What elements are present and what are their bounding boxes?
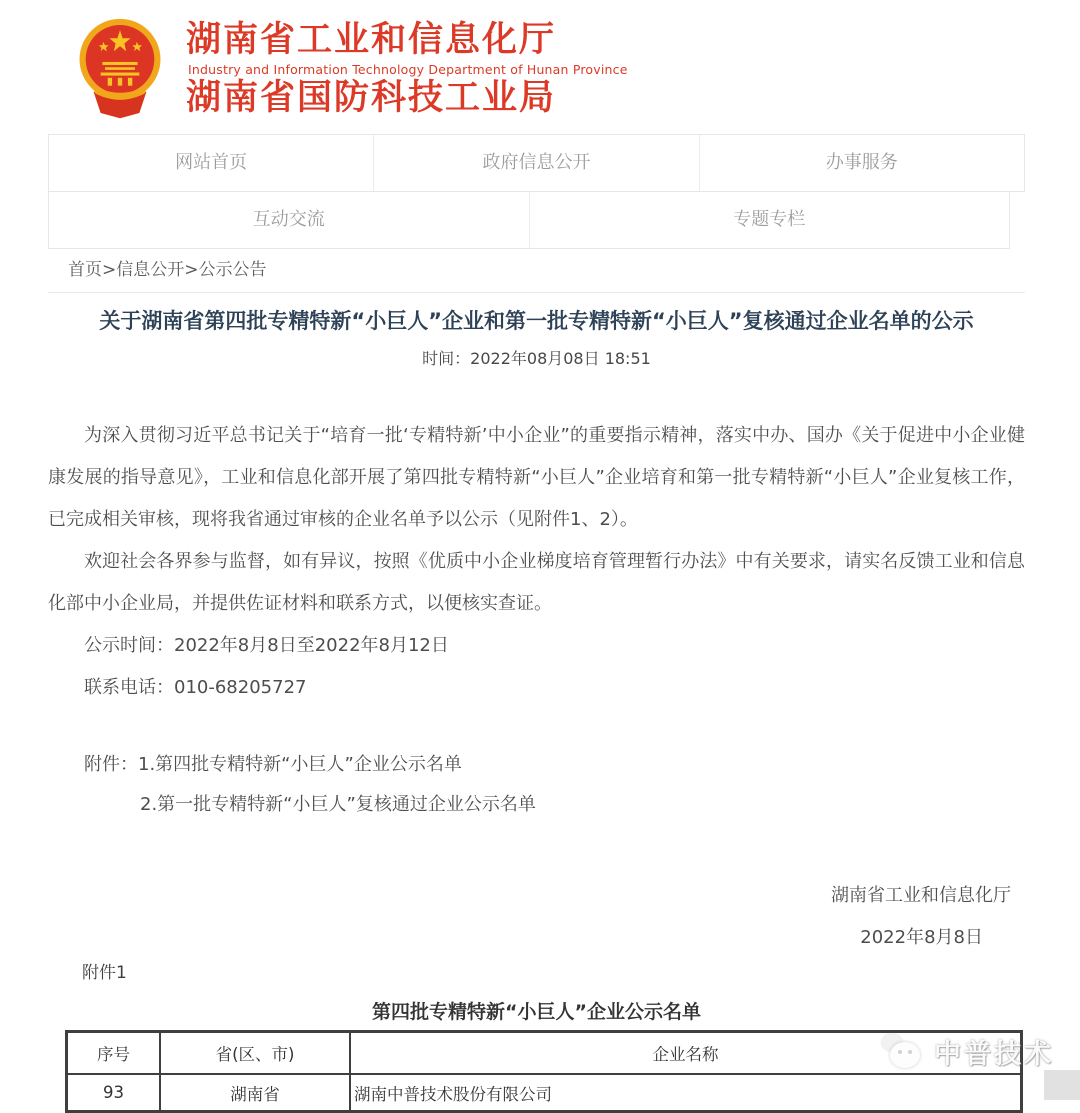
- paragraph-publicity-period: 公示时间：2022年8月8日至2022年8月12日: [84, 635, 449, 656]
- attachment-2: 2.第一批专精特新“小巨人”复核通过企业公示名单: [140, 794, 536, 815]
- nav-item-home[interactable]: 网站首页: [49, 135, 374, 191]
- paragraph-contact-phone: 联系电话：010-68205727: [84, 677, 307, 698]
- nav-item-services[interactable]: 办事服务: [825, 152, 898, 173]
- publish-time: 时间：2022年08月08日 18:51: [422, 349, 651, 368]
- nav-item-interaction[interactable]: 互动交流: [49, 192, 530, 248]
- breadcrumb[interactable]: 首页>信息公开>公示公告: [48, 249, 1025, 293]
- article-body: [48, 415, 1025, 709]
- company-table: [65, 1030, 1023, 1113]
- nav-row-1: [48, 134, 1025, 192]
- annex-table-title: 第四批专精特新“小巨人”企业公示名单: [372, 1001, 701, 1023]
- table-row: [67, 1074, 1021, 1111]
- nav-item-special-columns[interactable]: 专题专栏: [733, 209, 806, 230]
- page-title: 关于湖南省第四批专精特新“小巨人”企业和第一批专精特新“小巨人”复核通过企业名单的公示: [99, 309, 974, 333]
- main-nav: [48, 134, 1025, 249]
- annex-label: 附件1: [82, 963, 127, 983]
- corner-widget: [1044, 1070, 1080, 1100]
- signature-block: [48, 883, 1025, 951]
- watermark-text: 中普技术: [934, 1039, 1054, 1070]
- org-name-en: Industry and Information Technology Department of Hunan Province: [188, 62, 628, 77]
- nav-row-2: [48, 191, 1010, 249]
- site-header: [48, 0, 1025, 128]
- paragraph-2: 欢迎社会各界参与监督，如有异议，按照《优质中小企业梯度培育管理暂行办法》中有关要求，请实名反馈工业和信息化部中小企业局，并提供佐证材料和联系方式，以便核实查证。: [48, 551, 1025, 614]
- col-header-index: 序号: [67, 1032, 160, 1074]
- cell-company: 湖南中普技术股份有限公司: [350, 1074, 1021, 1111]
- org-names: [186, 21, 628, 118]
- signature-org: 湖南省工业和信息化厅: [831, 885, 1011, 906]
- col-header-province: 省(区、市): [160, 1032, 350, 1074]
- table-header-row: [67, 1032, 1021, 1074]
- signature-date: 2022年8月8日: [860, 927, 983, 948]
- org-name-cn-2: 湖南省国防科技工业局: [186, 78, 557, 118]
- attachment-1: 附件：1.第四批专精特新“小巨人”企业公示名单: [84, 754, 462, 775]
- col-header-company: 企业名称: [350, 1032, 1021, 1074]
- china-national-emblem-icon: [76, 17, 164, 121]
- cell-province: 湖南省: [160, 1074, 350, 1111]
- cell-index: 93: [67, 1074, 160, 1111]
- org-name-cn-1: 湖南省工业和信息化厅: [186, 19, 557, 60]
- attachments-list: [48, 745, 1025, 825]
- paragraph-1: 为深入贯彻习近平总书记关于“培育一批‘专精特新’中小企业”的重要指示精神，落实中办、国办《关于促进中小企业健康发展的指导意见》，工业和信息化部开展了第四批专精特新“小巨人”企业培育和第一批专精特新“小巨人”企业复核工作，已完成相关审核，现将我省通过审核的企业名单予以公示（见附件1、2）。: [48, 425, 1025, 530]
- nav-item-gov-info[interactable]: 政府信息公开: [374, 135, 699, 191]
